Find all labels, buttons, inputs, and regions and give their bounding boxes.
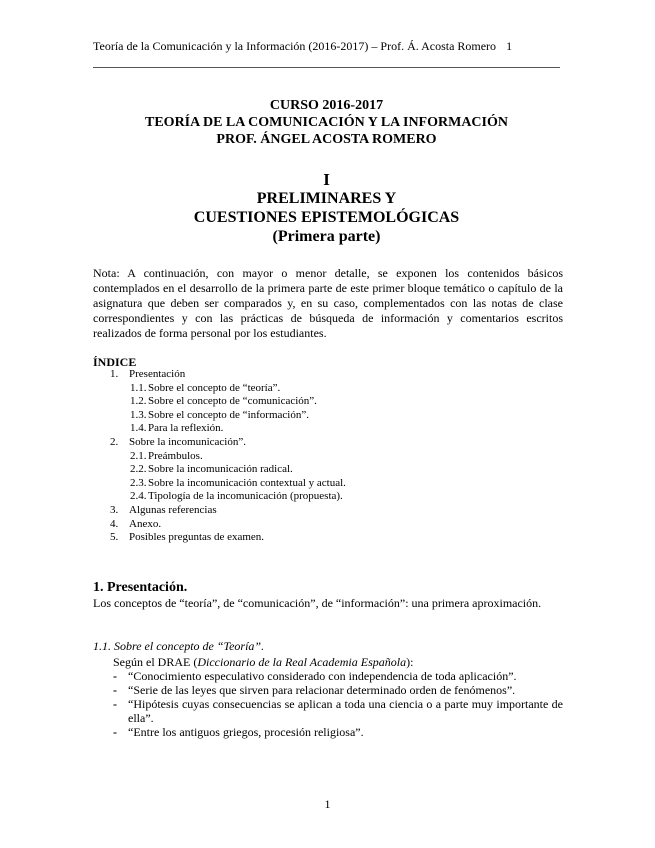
course-title-block [93,97,560,148]
index-item-text: Para la reflexión. [148,422,224,435]
course-professor: PROF. ÁNGEL ACOSTA ROMERO [216,132,437,147]
chapter-subtitle: (Primera parte) [272,228,381,245]
definition-text: “Entre los antiguos griegos, procesión religiosa”. [128,725,364,739]
definitions-list [113,669,563,739]
chapter-number: I [323,170,330,189]
index-item [93,518,563,532]
index-title: ÍNDICE [93,355,137,369]
course-year: CURSO 2016-2017 [269,98,384,113]
drae-title: Diccionario de la Real Academia Española [197,655,407,669]
index-item-text: Tipología de la incomunicación (propuesta). [148,490,343,503]
index-item [93,436,563,450]
definition-text: “Hipótesis cuyas consecuencias se aplican a toda una ciencia o a parte muy importante de ella”. [128,697,563,725]
section-intro: Los conceptos de “teoría”, de “comunicación”, de “información”: una primera aproximación. [93,596,542,610]
drae-prefix: Según el DRAE ( [113,655,198,669]
index-item-number: 2.4. [130,490,147,503]
index-item [93,450,563,464]
index-item [93,531,563,545]
index-item-text: Algunas referencias [129,503,217,516]
index-item-number: 5. [110,531,119,544]
index-item [93,422,563,436]
bullet-dash: - [113,697,117,711]
index-item-number: 1.2. [130,395,147,408]
index-list [93,368,563,545]
chapter-title-line1: PRELIMINARES Y [256,190,397,207]
index-item-number: 1.3. [130,408,147,421]
index-item-text: Anexo. [129,517,162,530]
index-item [93,409,563,423]
index-item-text: Sobre el concepto de “información”. [148,408,309,421]
definition-item [113,697,563,725]
index-item-text: Presentación [129,368,186,380]
drae-suffix: ): [406,655,414,669]
definition-text: “Conocimiento especulativo considerado con independencia de toda aplicación”. [128,669,517,683]
running-header [93,39,563,53]
course-subject: TEORÍA DE LA COMUNICACIÓN Y LA INFORMACIÓN [145,115,508,130]
definition-item [113,683,563,697]
index-item-number: 4. [110,517,119,530]
drae-line [113,655,413,669]
index-item-number: 3. [110,503,119,516]
bullet-dash: - [113,683,117,697]
index-item-text: Posibles preguntas de examen. [129,531,265,544]
subsection-heading: 1.1. Sobre el concepto de “Teoría”. [93,639,265,653]
index-item-number: 1. [110,368,119,380]
running-title: Teoría de la Comunicación y la Información (2016-2017) – Prof. Á. Acosta Romero [93,39,497,53]
index-item [93,382,563,396]
chapter-title-block [93,170,560,246]
index-item-text: Sobre la incomunicación contextual y actual. [148,476,346,489]
chapter-title-line2: CUESTIONES EPISTEMOLÓGICAS [193,209,460,226]
definition-item [113,669,563,683]
index-item-text: Sobre la incomunicación radical. [148,463,293,476]
index-item-number: 2.2. [130,463,147,476]
intro-note: Nota: A continuación, con mayor o menor detalle, se exponen los contenidos básicos contemplados en el desarrollo de la primera parte de este primer bloque temático o capítulo de la asignatura que deben ser comparados y, en su caso, complementados con las notas de clase correspondientes y con las prácticas de búsqueda de información y comentarios escritos realizados de forma personal por los estudiantes. [93,266,563,340]
bullet-dash: - [113,725,117,739]
index-item-text: Preámbulos. [148,449,203,462]
index-item [93,463,563,477]
index-item-number: 2.3. [130,476,147,489]
index-item-text: Sobre el concepto de “teoría”. [148,381,281,394]
index-item-text: Sobre el concepto de “comunicación”. [148,395,317,408]
header-page-number: 1 [506,39,513,53]
index-item-number: 2.1. [130,449,147,462]
index-item-text: Sobre la incomunicación”. [129,435,246,448]
bullet-dash: - [113,669,117,683]
index-item [93,504,563,518]
index-item-number: 1.4. [130,422,147,435]
index-item-number: 2. [110,435,119,448]
index-item [93,395,563,409]
header-rule [93,67,560,68]
definition-text: “Serie de las leyes que sirven para relacionar determinado orden de fenómenos”. [128,683,516,697]
index-item [93,368,563,382]
definition-item [113,725,563,739]
section-heading: 1. Presentación. [93,580,188,595]
index-item-number: 1.1. [130,381,147,394]
index-item [93,490,563,504]
page-number: 1 [324,797,331,811]
index-item [93,477,563,491]
